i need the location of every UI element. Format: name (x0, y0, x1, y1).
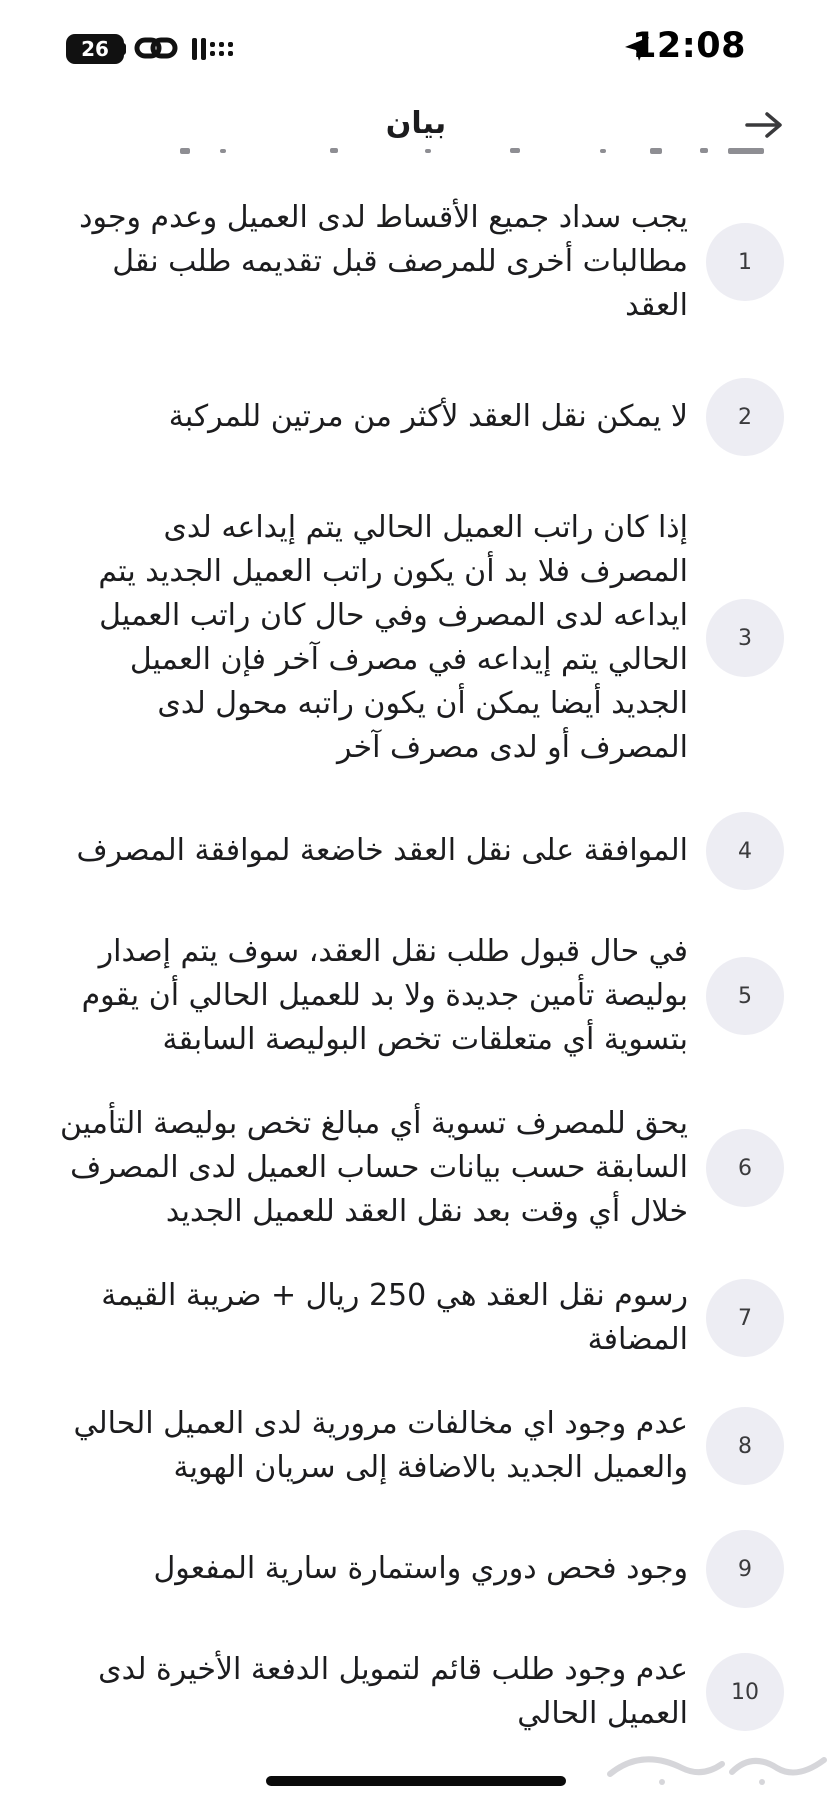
battery-indicator (66, 34, 124, 64)
home-indicator[interactable] (266, 1776, 566, 1786)
item-text: يجب سداد جميع الأقساط لدى العميل وعدم وجود مطالبات أخرى للمرصف قبل تقديمه طلب نقل العقد (79, 200, 688, 323)
item-text: يحق للمصرف تسوية أي مبالغ تخص بوليصة التأمين السابقة حسب بيانات حساب العميل لدى المصرف خلال أي وقت بعد نقل العقد للعميل الجديد (59, 1106, 688, 1229)
number-badge (706, 1279, 784, 1357)
conditions-list (0, 196, 832, 1736)
list-item (0, 1530, 832, 1608)
item-text: رسوم نقل العقد هي 250 ريال + ضريبة القيمة المضافة (101, 1278, 688, 1357)
list-item (0, 378, 832, 456)
number-badge (706, 812, 784, 890)
item-text: لا يمكن نقل العقد لأكثر من مرتين للمركبة (168, 399, 688, 434)
number-badge (706, 223, 784, 301)
item-text: عدم وجود اي مخالفات مرورية لدى العميل الحالي والعميل الجديد بالاضافة إلى سريان الهوية (73, 1406, 688, 1485)
item-text: إذا كان راتب العميل الحالي يتم إيداعه لدى المصرف فلا بد أن يكون راتب العميل الجديد يتم ايداعه لدى المصرف وفي حال كان راتب العميل الحالي يتم إيداعه في مصرف آخر فإن العميل الجديد أيضا يمكن أن يكون راتبه محول لدى المصرف أو لدى مصرف آخر (98, 510, 688, 765)
list-item (0, 1102, 832, 1234)
clipped-previous-text (180, 146, 770, 160)
number-badge (706, 599, 784, 677)
status-bar (0, 0, 832, 100)
page-title: بيان (385, 106, 447, 141)
list-item (0, 506, 832, 770)
list-item (0, 930, 832, 1062)
signal-icon (190, 34, 236, 64)
number-label: 8 (738, 1433, 752, 1459)
number-badge (706, 1530, 784, 1608)
number-badge (706, 1407, 784, 1485)
list-item (0, 812, 832, 890)
number-label: 9 (738, 1556, 752, 1582)
status-time: 12:08 (632, 26, 746, 66)
item-text: الموافقة على نقل العقد خاضعة لموافقة المصرف (76, 833, 688, 868)
list-item (0, 1274, 832, 1362)
number-label: 4 (738, 838, 752, 864)
list-item (0, 196, 832, 328)
number-badge (706, 957, 784, 1035)
arrow-right-icon (744, 111, 784, 139)
battery-cap (122, 43, 126, 55)
number-label: 5 (738, 983, 752, 1009)
number-badge (706, 1129, 784, 1207)
item-text: وجود فحص دوري واستمارة سارية المفعول (153, 1551, 688, 1586)
number-label: 7 (738, 1305, 752, 1331)
list-item (0, 1402, 832, 1490)
number-label: 2 (738, 404, 752, 430)
number-badge (706, 1653, 784, 1731)
link-icon (134, 32, 178, 64)
number-label: 6 (738, 1155, 752, 1181)
number-label: 10 (731, 1679, 759, 1705)
item-text: عدم وجود طلب قائم لتمويل الدفعة الأخيرة لدى العميل الحالي (98, 1652, 688, 1731)
back-button[interactable] (736, 104, 792, 146)
number-badge (706, 378, 784, 456)
battery-level: 26 (81, 37, 109, 61)
number-label: 1 (738, 249, 752, 275)
list-item (0, 1648, 832, 1736)
number-label: 3 (738, 625, 752, 651)
item-text: في حال قبول طلب نقل العقد، سوف يتم إصدار بوليصة تأمين جديدة ولا بد للعميل الحالي أن يقوم بتسوية أي متعلقات تخص البوليصة السابقة (81, 934, 688, 1057)
watermark-logo (602, 1738, 832, 1788)
